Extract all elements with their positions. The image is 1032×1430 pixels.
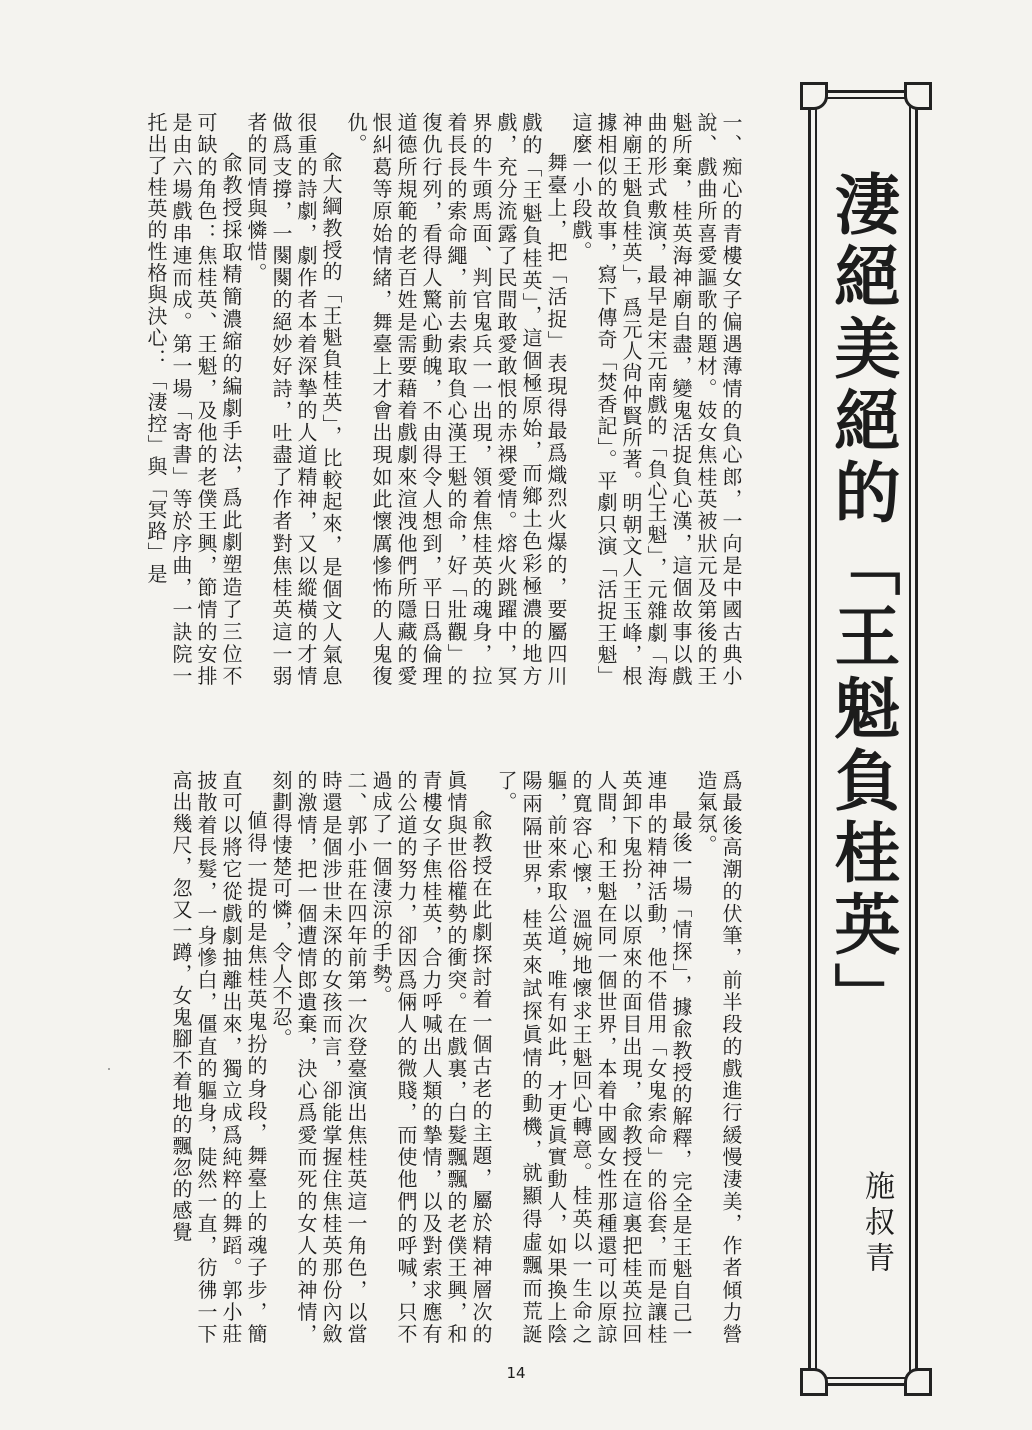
- paragraph: 二、郭小莊在四年前第一次登臺演出焦桂英這一角色，以當時還是個涉世未深的女孩而言，卻能掌握住焦桂英那份內斂的激情，把一個遭情郎遺棄，決心爲愛而死的女人的神情，刻劃得悽楚可憐，令人不忍。: [269, 770, 368, 1345]
- frame-corner-ornament: [800, 1368, 828, 1396]
- paragraph: 兪大綱教授的「王魁負桂英」，比較起來，是個文人氣息很重的詩劇，劇作者本着深摯的人道精神，又以縱橫的才情做爲支撐，一闋闋的絕妙好詩，吐盡了作者對焦桂英這一弱者的同情與憐惜。: [244, 112, 343, 687]
- lower-text-block: [95, 770, 743, 1345]
- paragraph: 兪教授採取精簡濃縮的編劇手法，爲此劇塑造了三位不可缺的角色：焦桂英、王魁，及他的老僕王興，節情的安排是由六場戲串連而成。第一場「寄書」等於序曲，一訣院一托出了桂英的性格與決心：「淒控」與「冥路」是: [144, 112, 243, 687]
- paragraph: 舞臺上，把「活捉」表現得最爲熾烈火爆的，要屬四川戲的「王魁負桂英」，這個極原始，而鄉土色彩極濃的地方戲，充分流露了民間敢愛敢恨的赤裸愛情。熔火跳躍中，冥界的牛頭馬面、判官鬼兵一一出現，領着焦桂英的魂身，拉着長長的索命繩，前去索取負心漢王魁的命，好「壯觀」的復仇行列，看得人驚心動魄，不由得令人想到，平日爲倫理道德所規範的老百姓是需要藉着戲劇來渲洩他們所隱藏的愛恨糾葛等原始情緒，舞臺上才會出現如此懷厲慘怖的人鬼復仇。: [344, 112, 568, 687]
- paragraph: 値得一提的是焦桂英鬼扮的身段，舞臺上的魂子步，簡直可以將它從戲劇抽離出來，獨立成爲純粹的舞蹈。郭小莊披散着長髮，一身慘白，僵直的軀身，陡然一直，彷彿一下高出幾尺，忽又一蹲，女鬼腳不着地的飄忽的感覺: [169, 770, 268, 1345]
- article-title: 淒絕美絕的「王魁負桂英」: [823, 170, 901, 1034]
- upper-text-block: [95, 112, 743, 687]
- paragraph: 兪教授在此劇探討着一個古老的主題，屬於精神層次的眞情與世俗權勢的衝突。在戲裏，白髮飄飄的老僕王興，和青樓女子焦桂英，合力呼喊出人類的摯情，以及對索求應有的公道的努力，卻因爲倆人的微賤，而使他們的呼喊，只不過成了一個淒涼的手勢。: [369, 770, 493, 1345]
- paragraph: 爲最後高潮的伏筆，前半段的戲進行緩慢淒美，作者傾力營造氣氛。: [694, 770, 743, 1345]
- paragraph: 一、痴心的青樓女子偏遇薄情的負心郎，一向是中國古典小說、戲曲所喜愛謳歌的題材。妓女焦桂英被狀元及第後的王魁所棄，桂英海神廟自盡，變鬼活捉負心漢，這個故事以戲曲的形式敷演，最早是宋元南戲的「負心王魁」，元雜劇「海神廟王魁負桂英」，爲元人尙仲賢所著。明朝文人王玉峰，根據相似的故事，寫下傳奇「焚香記」。平劇只演「活捉王魁」這麼一小段戲。: [569, 112, 743, 687]
- paragraph: 最後一場「情探」，據兪教授的解釋，完全是王魁自己一連串的精神活動，他不借用「女鬼索命」的俗套，而是讓桂英卸下鬼扮，以原來的面目出現，兪教授在這裏把桂英拉回人間，和王魁在同一個世界，本着中國女性那種還可以原諒的寬容心懷，溫婉地懷求王魁回心轉意。桂英以一生命之軀，前來索取公道，唯有如此，才更眞實動人，如果換上陰陽兩隔世界，桂英來試探眞情的動機，就顯得虛飄而荒誕了。: [494, 770, 693, 1345]
- scan-speck: [108, 1068, 110, 1070]
- frame-corner-ornament: [800, 82, 828, 110]
- page-number: 14: [506, 1364, 526, 1382]
- frame-corner-ornament: [904, 82, 932, 110]
- article-author: 施叔青: [859, 1170, 894, 1278]
- frame-corner-ornament: [904, 1368, 932, 1396]
